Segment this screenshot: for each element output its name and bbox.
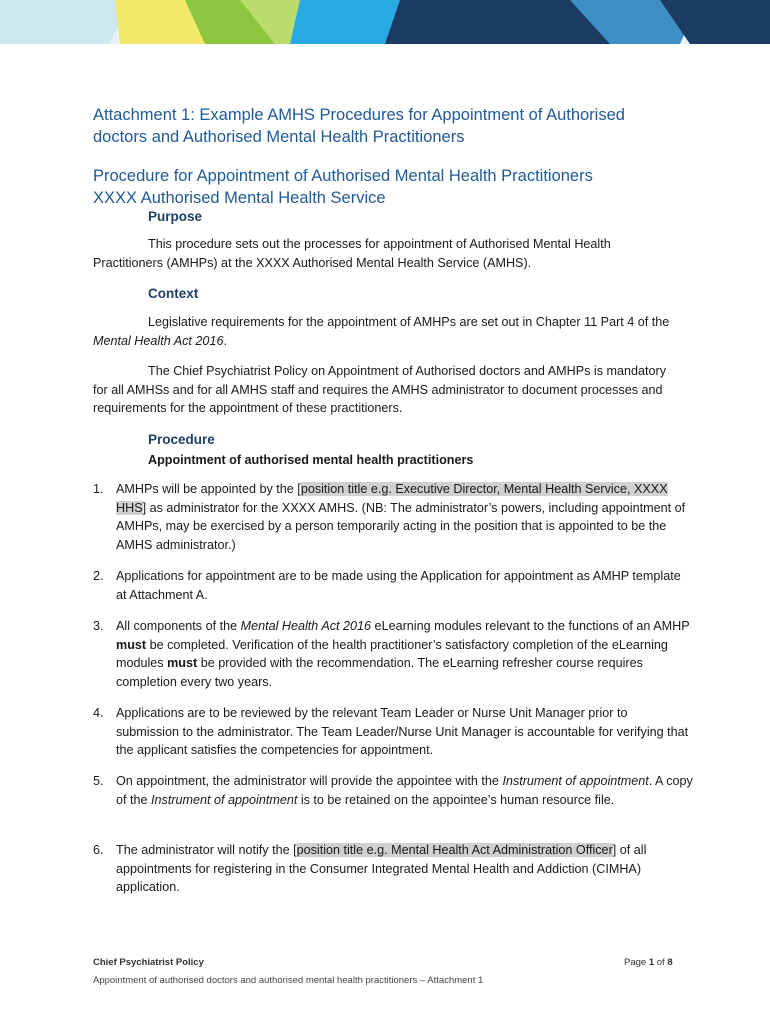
context-heading: Context bbox=[148, 286, 199, 301]
instrument-name: Instrument of appointment bbox=[502, 774, 649, 788]
item-text: AMHPs will be appointed by the [ bbox=[116, 482, 301, 496]
context-paragraph-1 bbox=[93, 313, 678, 350]
page-current: 1 bbox=[648, 957, 655, 968]
list-text: Applications for appointment are to be made using the Application for appointment as AMHP template at Attachment A. bbox=[116, 569, 681, 602]
list-item bbox=[93, 772, 693, 809]
emphasis-must: must bbox=[167, 656, 198, 671]
list-item bbox=[93, 841, 693, 897]
item-text: The administrator will notify the [ bbox=[116, 843, 297, 857]
list-item bbox=[93, 480, 693, 554]
list-number: 3. bbox=[93, 619, 104, 633]
item-text: eLearning modules relevant to the functions of an AMHP bbox=[371, 619, 690, 633]
list-item bbox=[93, 617, 693, 691]
item-text: ] as administrator for the XXXX AMHS. (NB: The administrator’s powers, including appointment of AMHPs, may be exercised by a person temporarily acting in the position that is appointed to be the AMHS administrator.) bbox=[116, 500, 686, 552]
item-text: is to be retained on the appointee’s human resource file. bbox=[297, 792, 615, 807]
context-p1-end: . bbox=[223, 333, 227, 348]
procedure-subheading: Appointment of authorised mental health practitioners bbox=[148, 453, 474, 467]
item-text: . A copy of the bbox=[116, 774, 693, 807]
list-item bbox=[93, 567, 693, 604]
context-paragraph-2: The Chief Psychiatrist Policy on Appointment of Authorised doctors and AMHPs is mandatory for all AMHSs and for all AMHS staff and requires the AMHS administrator to document processes and requirements for the appointment of these practitioners. bbox=[93, 364, 666, 416]
item-text: ] of all appointments for registering in the Consumer Integrated Mental Health and Addiction (CIMHA) application. bbox=[116, 843, 647, 895]
title-block bbox=[93, 104, 693, 148]
purpose-heading: Purpose bbox=[148, 209, 203, 224]
item-text: be completed. Verification of the health practitioner’s satisfactory completion of the eLearning modules bbox=[116, 637, 668, 671]
list-text: Applications are to be reviewed by the relevant Team Leader or Nurse Unit Manager prior to submission to the administrator. The Team Leader/Nurse Unit Manager is accountable for verifying that the applicant satisfies the competencies for appointment. bbox=[116, 706, 689, 758]
list-item bbox=[93, 704, 693, 760]
list-number: 6. bbox=[93, 843, 104, 857]
header-banner bbox=[0, 0, 770, 44]
item-text: On appointment, the administrator will provide the appointee with the bbox=[116, 774, 503, 788]
procedure-title-line2: XXXX Authorised Mental Health Service bbox=[93, 189, 386, 207]
procedure-heading: Procedure bbox=[148, 432, 215, 447]
context-p1-text: Legislative requirements for the appointment of AMHPs are set out in Chapter 11 Part 4 of the bbox=[148, 315, 670, 329]
page-total: 8 bbox=[667, 957, 673, 968]
banner-graphic bbox=[0, 0, 770, 44]
document-title-line1: Attachment 1: Example AMHS Procedures for Appointment of Authorised bbox=[93, 106, 625, 124]
document-title-line2: doctors and Authorised Mental Health Practitioners bbox=[93, 128, 465, 146]
list-text bbox=[116, 480, 693, 554]
footer-policy-name: Chief Psychiatrist Policy bbox=[93, 957, 204, 968]
highlighted-placeholder: position title e.g. Executive Director, Mental Health Service, XXXX HHS bbox=[116, 482, 668, 515]
highlighted-placeholder: position title e.g. Mental Health Act Administration Officer bbox=[296, 843, 613, 857]
item-text: be provided with the recommendation. The eLearning refresher course requires completion every two years. bbox=[116, 656, 643, 689]
list-number: 5. bbox=[93, 774, 104, 788]
list-text bbox=[116, 841, 693, 897]
page-prefix: Page bbox=[624, 957, 649, 968]
act-name: Mental Health Act 2016 bbox=[93, 333, 224, 348]
procedure-title bbox=[93, 165, 713, 209]
list-number: 1. bbox=[93, 482, 104, 496]
list-number: 4. bbox=[93, 706, 104, 720]
footer-page-number bbox=[624, 957, 673, 968]
act-name: Mental Health Act 2016 bbox=[240, 619, 372, 633]
page-of: of bbox=[654, 957, 668, 968]
purpose-text: This procedure sets out the processes for appointment of Authorised Mental Health Practitioners (AMHPs) at the XXXX Authorised Mental Health Service (AMHS). bbox=[93, 237, 611, 270]
item-text: All components of the bbox=[116, 619, 241, 633]
list-number: 2. bbox=[93, 569, 104, 583]
list-text bbox=[116, 772, 693, 809]
list-text bbox=[116, 617, 693, 691]
procedure-title-line1: Procedure for Appointment of Authorised Mental Health Practitioners bbox=[93, 167, 593, 185]
instrument-name: Instrument of appointment bbox=[151, 792, 298, 807]
footer-document-title: Appointment of authorised doctors and authorised mental health practitioners – Attachment 1 bbox=[93, 975, 484, 986]
emphasis-must: must bbox=[116, 637, 147, 652]
